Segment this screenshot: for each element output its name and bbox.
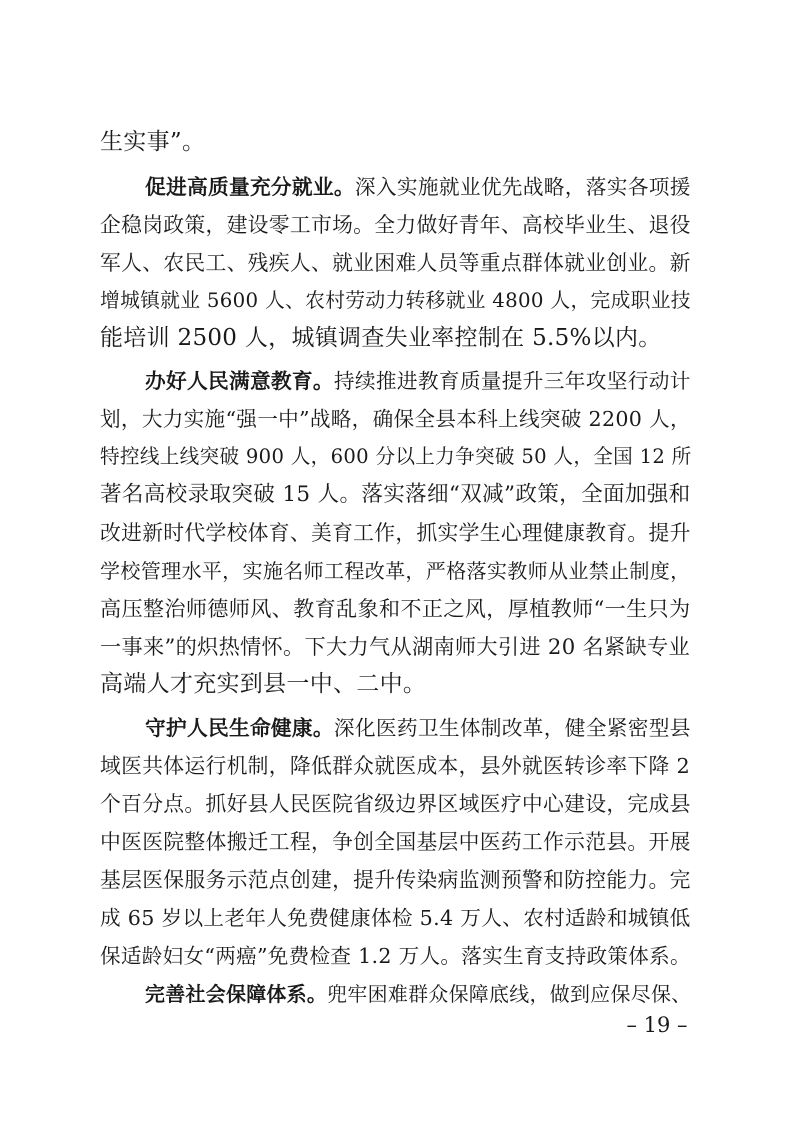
- text-line: 高压整治师德师风、教育乱象和不正之风，厚植教师“一生只为: [100, 596, 691, 621]
- paragraph-first-line: [145, 713, 696, 743]
- text-line: 中医医院整体搬迁工程，争创全国基层中医药工作示范县。开展: [100, 830, 691, 854]
- paragraph-first-line: [145, 979, 696, 1009]
- page-number: – 19 –: [626, 1013, 688, 1037]
- paragraph-heading-social-security: 完善社会保障体系。: [145, 982, 328, 1006]
- text-line: 学校管理水平，实施名师工程改革，严格落实教师从业禁止制度，: [100, 559, 691, 583]
- text-span: 深化医药卫生体制改革，健全紧密型县: [333, 716, 691, 740]
- text-line: 域医共体运行机制，降低群众就医成本，县外就医转诊率下降 2: [100, 754, 691, 778]
- text-line: 著名高校录取突破 15 人。落实落细“双减”政策，全面加强和: [100, 482, 691, 507]
- text-line: 一事来”的炽热情怀。下大力气从湖南师大引进 20 名紧缺专业: [100, 634, 690, 659]
- paragraph-heading-health: 守护人民生命健康。: [145, 716, 334, 740]
- text-line: 企稳岗政策，建设零工市场。全力做好青年、高校毕业生、退役: [100, 213, 691, 237]
- text-line: 能培训 2500 人，城镇调查失业率控制在 5.5%以内。: [100, 325, 662, 351]
- text-line: 增城镇就业 5600 人、农村劳动力转移就业 4800 人，完成职业技: [100, 289, 691, 312]
- text-line: 个百分点。抓好县人民医院省级边界区域医疗中心建设，完成县: [100, 792, 691, 816]
- text-line: 成 65 岁以上老年人免费健康体检 5.4 万人、农村适龄和城镇低: [100, 906, 691, 930]
- paragraph-first-line: [145, 366, 696, 396]
- text-line: 改进新时代学校体育、美育工作，抓实学生心理健康教育。提升: [100, 521, 691, 545]
- text-span: 兜牢困难群众保障底线，做到应保尽保、: [327, 982, 692, 1006]
- text-line: 划，大力实施“强一中”战略，确保全县本科上线突破 2200 人，: [100, 407, 691, 431]
- text-span: 持续推进教育质量提升三年攻坚行动计: [333, 369, 691, 393]
- text-line: 军人、农民工、残疾人、就业困难人员等重点群体就业创业。新: [100, 251, 691, 275]
- text-line: 生实事”。: [100, 129, 206, 155]
- paragraph-heading-employment: 促进高质量充分就业。: [145, 175, 355, 199]
- paragraph-heading-education: 办好人民满意教育。: [145, 369, 334, 393]
- text-line: 保适龄妇女“两癌”免费检查 1.2 万人。落实生育支持政策体系。: [100, 944, 691, 968]
- text-line: 特控线上线突破 900 人，600 分以上力争突破 50 人，全国 12 所: [100, 445, 692, 468]
- text-span: 深入实施就业优先战略，落实各项援: [354, 175, 691, 199]
- paragraph-first-line: [145, 172, 696, 202]
- text-line: 基层医保服务示范点创建，提升传染病监测预警和防控能力。完: [100, 868, 691, 892]
- text-line: 高端人才充实到县一中、二中。: [100, 671, 427, 697]
